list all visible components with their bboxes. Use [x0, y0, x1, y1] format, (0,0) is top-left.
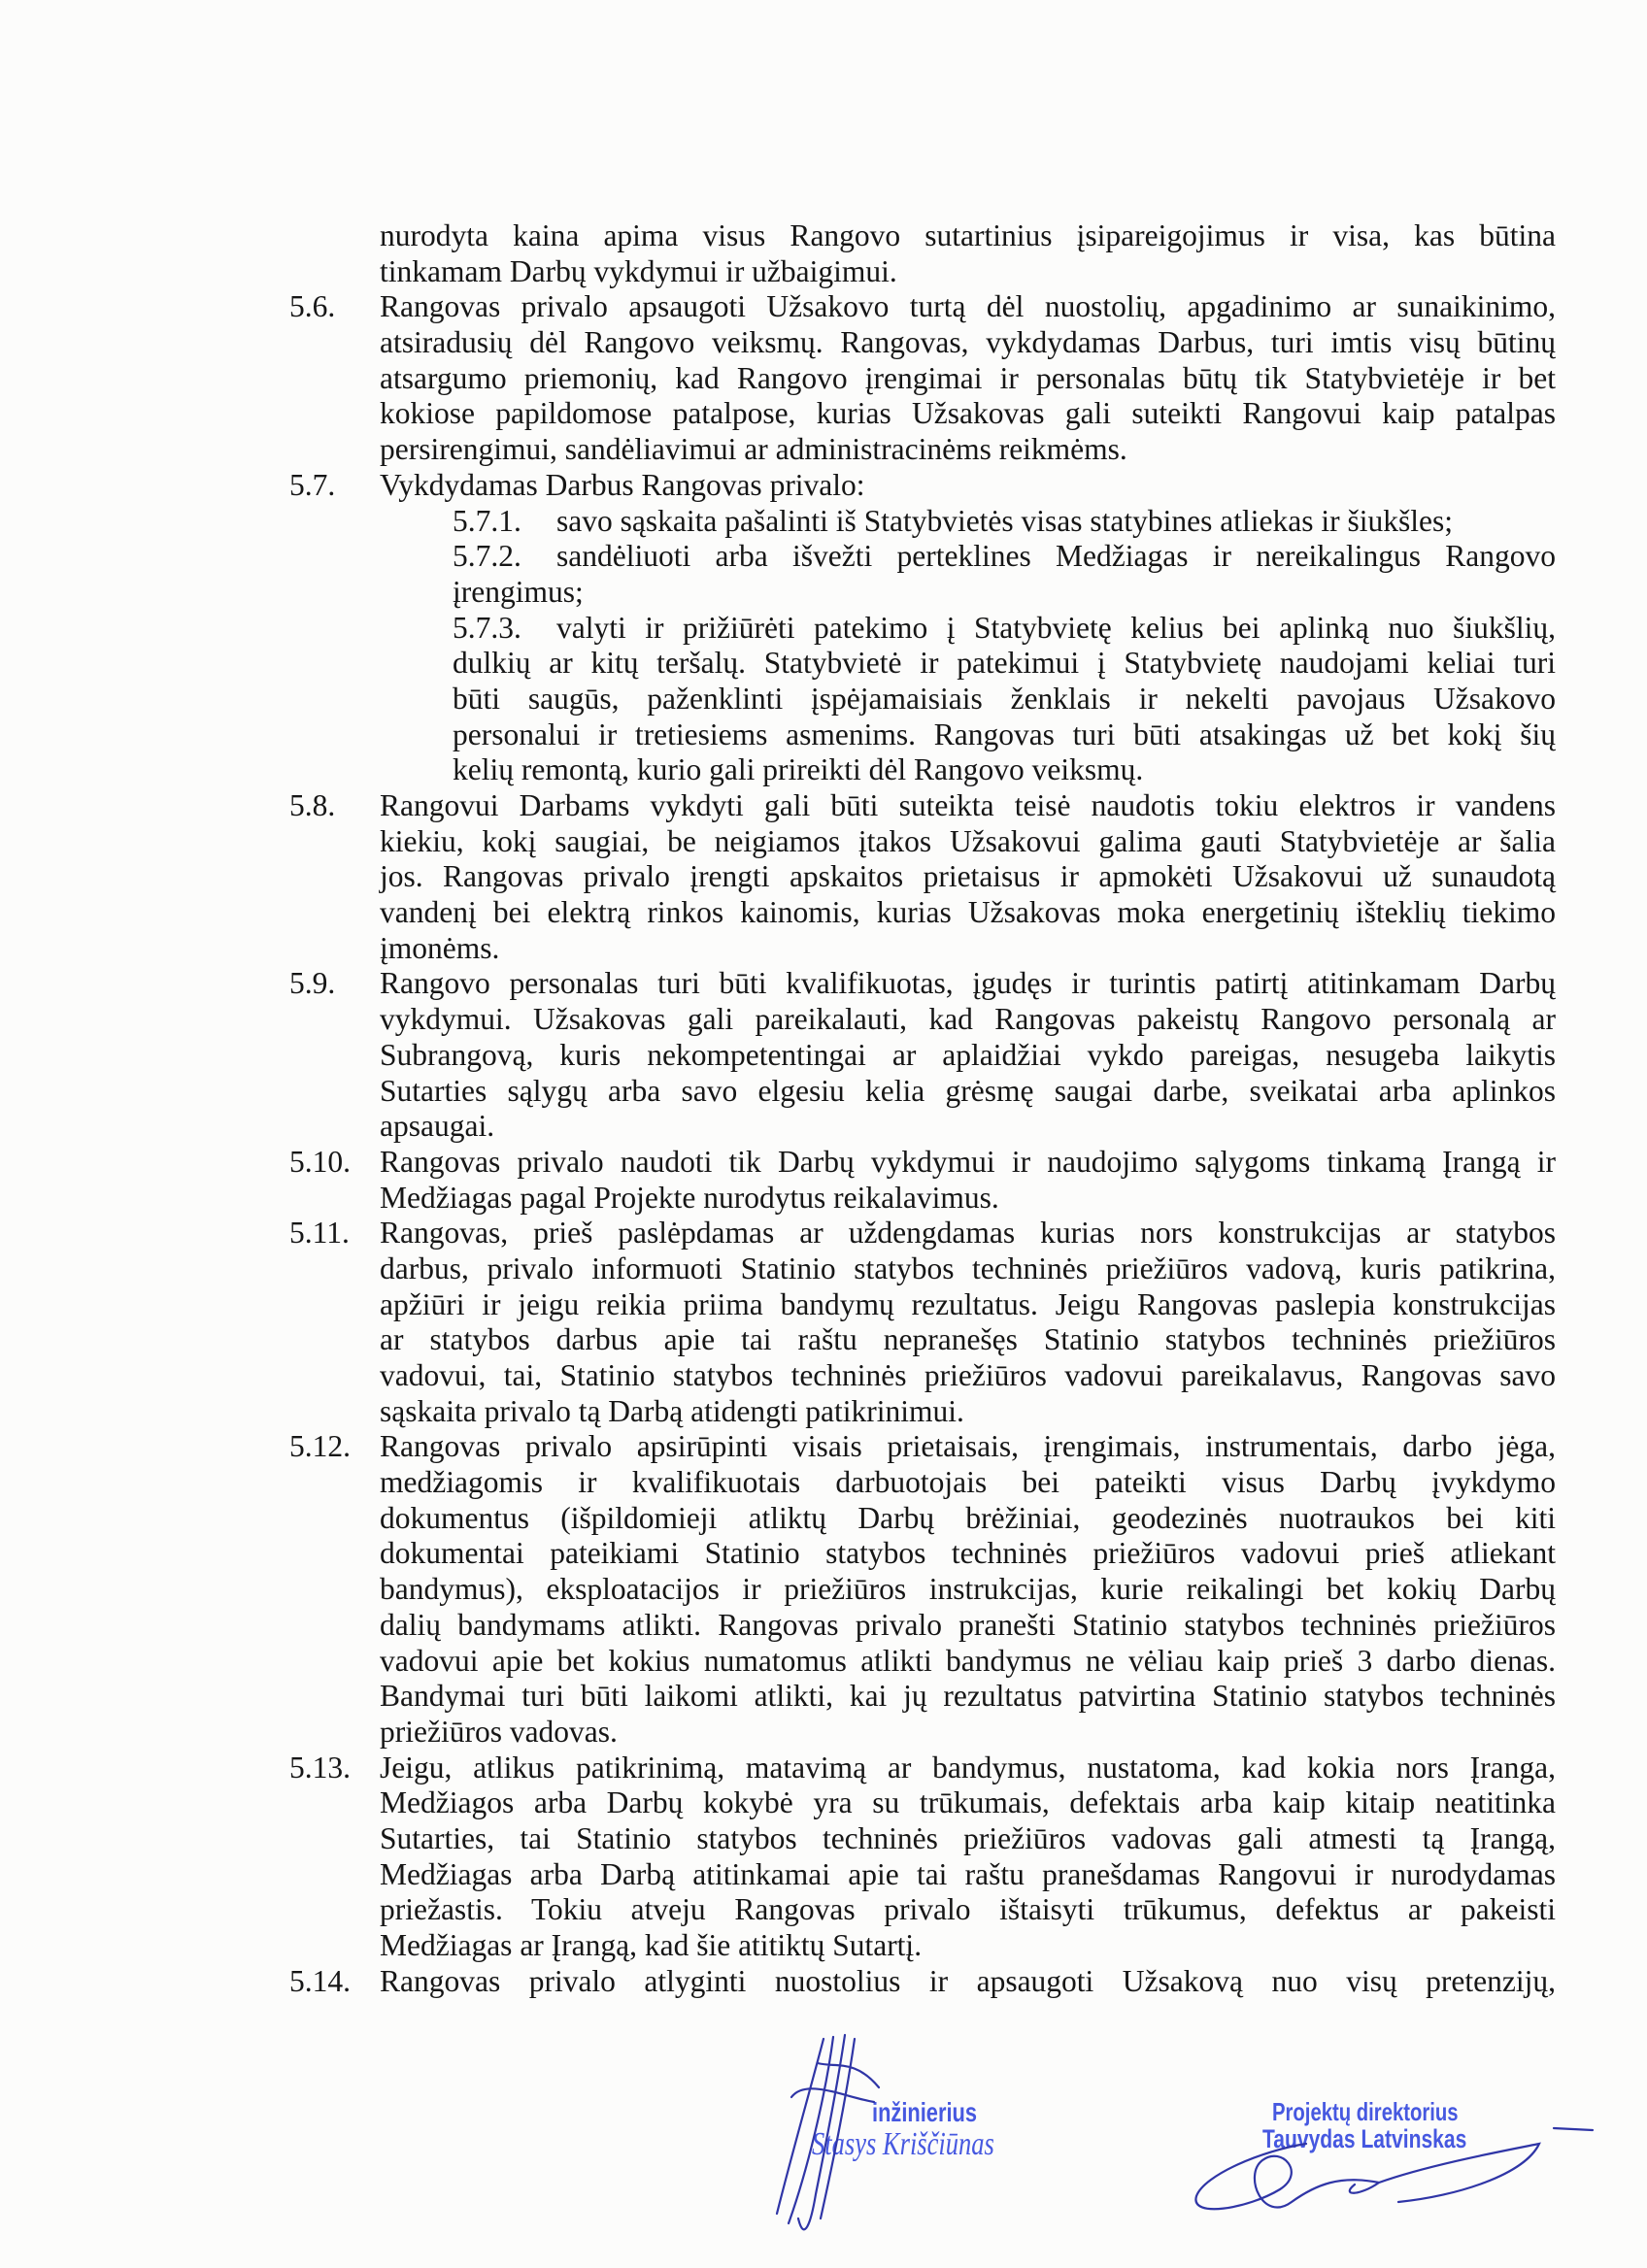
text-line — [0, 1038, 1647, 1074]
subitem-text: dulkių ar kitų teršalų. Statybvietė ir patekimui į Statybvietę naudojami keliai turi — [453, 646, 1556, 681]
text-line — [0, 895, 1647, 931]
text-line — [0, 1358, 1647, 1394]
section-number: 5.11. — [289, 1216, 350, 1251]
section-text: priežiūros vadovas. — [380, 1714, 618, 1749]
text-line — [0, 1964, 1647, 2000]
subitem-text: personalui ir tretiesiems asmenims. Rangovas turi būti atsakingas už bet kokį šių — [453, 717, 1556, 751]
text-line — [0, 504, 1647, 540]
section-text: dokumentai pateikiami Statinio statybos techninės priežiūros vadovui prieš atliekant — [380, 1536, 1556, 1571]
section-text: kokiose papildomose patalpose, kurias Užsakovas gali suteikti Rangovui kaip patalpas — [380, 396, 1556, 431]
section-text: Rangovo personalas turi būti kvalifikuotas, įgudęs ir turintis patirtį atitinkamam Darbų — [380, 966, 1556, 1001]
text-line — [0, 1251, 1647, 1287]
text-line — [0, 1429, 1647, 1465]
text-line — [0, 468, 1647, 504]
subitem-number: 5.7.3. — [453, 610, 521, 645]
section-number: 5.8. — [289, 788, 336, 822]
section-text: darbus, privalo informuoti Statinio statybos techninės priežiūros vadovą, kuris patikrina, — [380, 1251, 1556, 1285]
text-line — [0, 717, 1647, 753]
text-line — [0, 325, 1647, 361]
contract-page-body — [0, 218, 1647, 1999]
text-line — [0, 1821, 1647, 1857]
text-line — [0, 1785, 1647, 1821]
text-line — [0, 1892, 1647, 1928]
section-text: dalių bandymams atlikti. Rangovas privalo pranešti Statinio statybos techninės priežiūros — [380, 1607, 1556, 1642]
section-text: Medžiagas arba Darbą atitinkamai apie tai raštu pranešdamas Rangovui ir nurodydamas — [380, 1856, 1556, 1891]
section-text: atsiradusių dėl Rangovo veiksmų. Rangovas, vykdydamas Darbus, turi imtis visų būtinų — [380, 325, 1556, 360]
section-text: dokumentus (išpildomieji atliktų Darbų brėžiniai, geodezinės nuotraukos bei kiti — [380, 1500, 1556, 1535]
subitem-text: valyti ir prižiūrėti patekimo į Statybvietę kelius bei aplinką nuo šiukšlių, — [556, 610, 1556, 645]
text-line — [0, 1394, 1647, 1430]
section-text: jos. Rangovas privalo įrengti apskaitos prietaisus ir apmokėti Užsakovui už sunaudotą — [380, 859, 1556, 894]
section-number: 5.7. — [289, 467, 336, 502]
section-number: 5.9. — [289, 966, 336, 1001]
section-number: 5.10. — [289, 1144, 351, 1179]
subitem-text: būti saugūs, paženklinti įspėjamaisiais ženklais ir nekelti pavojaus Užsakovo — [453, 681, 1556, 716]
subitem-text: savo sąskaita pašalinti iš Statybvietės visas statybines atliekas ir šiukšles; — [556, 503, 1453, 538]
section-text: Sutarties sąlygų arba savo elgesiu kelia grėsmę saugai darbe, sveikatai arba aplinkos — [380, 1073, 1556, 1108]
text-line — [0, 1322, 1647, 1358]
section-text: kiekiu, kokį saugiai, be neigiamos įtakos Užsakovui galima gauti Statybvietėje ar šalia — [380, 823, 1556, 858]
subitem-number: 5.7.2. — [453, 539, 521, 574]
subitem-text: sandėliuoti arba išvežti perteklines Medžiagas ir nereikalingus Rangovo — [556, 539, 1556, 574]
text-line — [0, 1145, 1647, 1181]
section-number: 5.14. — [289, 1963, 351, 1998]
section-text: vadovui apie bet kokius numatomus atlikti bandymus ne vėliau kaip prieš 3 darbo dienas. — [380, 1643, 1556, 1678]
text-line — [0, 1216, 1647, 1251]
left-stamp-name: Stasys Kriščiūnas — [812, 2126, 994, 2162]
text-line — [0, 1928, 1647, 1964]
text-line — [0, 1715, 1647, 1751]
text-line — [0, 575, 1647, 611]
text-line — [0, 752, 1647, 788]
section-text: Vykdydamas Darbus Rangovas privalo: — [380, 467, 865, 502]
section-text: Rangovas privalo naudoti tik Darbų vykdymui ir naudojimo sąlygoms tinkamą Įrangą ir — [380, 1144, 1556, 1179]
text-line — [0, 1465, 1647, 1501]
section-text: vandenį bei elektrą rinkos kainomis, kurias Užsakovas moka energetinių išteklių tiekimo — [380, 895, 1556, 930]
text-line — [0, 788, 1647, 824]
section-text: medžiagomis ir kvalifikuotais darbuotojais bei pateikti visus Darbų įvykdymo — [380, 1465, 1556, 1500]
text-line — [0, 859, 1647, 895]
text-line — [0, 1002, 1647, 1038]
text-line — [0, 1109, 1647, 1145]
section-number: 5.6. — [289, 289, 336, 324]
text-line — [0, 432, 1647, 468]
left-stamp-title: inžinierius — [872, 2097, 978, 2127]
section-text: vadovui, tai, Statinio statybos techninės priežiūros vadovui pareikalavus, Rangovas savo — [380, 1358, 1556, 1392]
text-line — [0, 361, 1647, 397]
text-line — [0, 1608, 1647, 1644]
section-text: tinkamam Darbų vykdymui ir užbaigimui. — [380, 253, 897, 288]
section-text: Medžiagas pagal Projekte nurodytus reikalavimus. — [380, 1180, 999, 1215]
right-stamp-title: Projektų direktorius — [1272, 2097, 1459, 2126]
section-text: atsargumo priemonių, kad Rangovo įrengimai ir personalas būtų tik Statybvietėje ir bet — [380, 360, 1556, 395]
section-text: persirengimui, sandėliavimui ar administracinėms reikmėms. — [380, 432, 1127, 467]
section-text: apžiūri ir jeigu reikia priima bandymų rezultatus. Jeigu Rangovas paslepia konstrukcijas — [380, 1286, 1556, 1321]
section-text: Jeigu, atlikus patikrinimą, matavimą ar bandymus, nustatoma, kad kokia nors Įranga, — [380, 1750, 1556, 1784]
subitem-number: 5.7.1. — [453, 503, 521, 538]
section-text: vykdymui. Užsakovas gali pareikalauti, kad Rangovas pakeistų Rangovo personalą ar — [380, 1002, 1556, 1037]
text-line — [0, 646, 1647, 682]
section-text: Medžiagos arba Darbų kokybė yra su trūkumais, defektais arba kaip kitaip neatitinka — [380, 1785, 1556, 1820]
section-text: Sutarties, tai Statinio statybos techninės priežiūros vadovas gali atmesti tą Įrangą, — [380, 1820, 1556, 1855]
text-line — [0, 1644, 1647, 1680]
text-line — [0, 1181, 1647, 1217]
section-text: Rangovui Darbams vykdyti gali būti suteikta teisė naudotis tokiu elektros ir vandens — [380, 788, 1556, 822]
text-line — [0, 1572, 1647, 1608]
section-number: 5.12. — [289, 1429, 351, 1464]
section-text: Bandymai turi būti laikomi atlikti, kai jų rezultatus patvirtina Statinio statybos techninės — [380, 1679, 1556, 1714]
text-line — [0, 254, 1647, 290]
section-text: Medžiagas ar Įrangą, kad šie atitiktų Sutartį. — [380, 1928, 923, 1962]
text-line — [0, 824, 1647, 860]
section-number: 5.13. — [289, 1750, 351, 1784]
section-text: priežastis. Tokiu atveju Rangovas privalo ištaisyti trūkumus, defektus ar pakeisti — [380, 1892, 1556, 1927]
text-line — [0, 966, 1647, 1002]
section-text: Subrangovą, kuris nekompetentingai ar aplaidžiai vykdo pareigas, nesugeba laikytis — [380, 1037, 1556, 1072]
text-line — [0, 1857, 1647, 1893]
section-text: apsaugai. — [380, 1109, 495, 1144]
text-line — [0, 931, 1647, 967]
text-line — [0, 611, 1647, 647]
section-text: įmonėms. — [380, 930, 500, 965]
section-text: Rangovas privalo atlyginti nuostolius ir apsaugoti Užsakovą nuo visų pretenzijų, — [380, 1963, 1556, 1998]
text-line — [0, 1501, 1647, 1537]
text-line — [0, 396, 1647, 432]
text-line — [0, 539, 1647, 575]
text-line — [0, 682, 1647, 717]
text-line — [0, 1287, 1647, 1323]
text-line — [0, 218, 1647, 254]
text-line — [0, 1751, 1647, 1786]
section-text: Rangovas privalo apsirūpinti visais prietaisais, įrengimais, instrumentais, darbo jėga, — [380, 1429, 1556, 1464]
section-text: ar statybos darbus apie tai raštu nepranešęs Statinio statybos techninės priežiūros — [380, 1322, 1556, 1357]
section-text: sąskaita privalo tą Darbą atidengti patikrinimui. — [380, 1393, 964, 1428]
subitem-text: įrengimus; — [453, 574, 584, 609]
subitem-text: kelių remontą, kurio gali prireikti dėl Rangovo veiksmų. — [453, 752, 1144, 787]
text-line — [0, 1536, 1647, 1572]
section-text: nurodyta kaina apima visus Rangovo sutartinius įsipareigojimus ir visa, kas būtina — [380, 218, 1556, 252]
text-line — [0, 289, 1647, 325]
right-stamp-name: Tauvydas Latvinskas — [1262, 2124, 1467, 2153]
section-text: Rangovas privalo apsaugoti Užsakovo turtą dėl nuostolių, apgadinimo ar sunaikinimo, — [380, 289, 1556, 324]
section-text: Rangovas, prieš paslėpdamas ar uždengdamas kurias nors konstrukcijas ar statybos — [380, 1216, 1556, 1251]
section-text: bandymus), eksploatacijos ir priežiūros instrukcijas, kurie reikalingi bet kokių Darbų — [380, 1572, 1556, 1607]
text-line — [0, 1679, 1647, 1715]
text-line — [0, 1074, 1647, 1110]
